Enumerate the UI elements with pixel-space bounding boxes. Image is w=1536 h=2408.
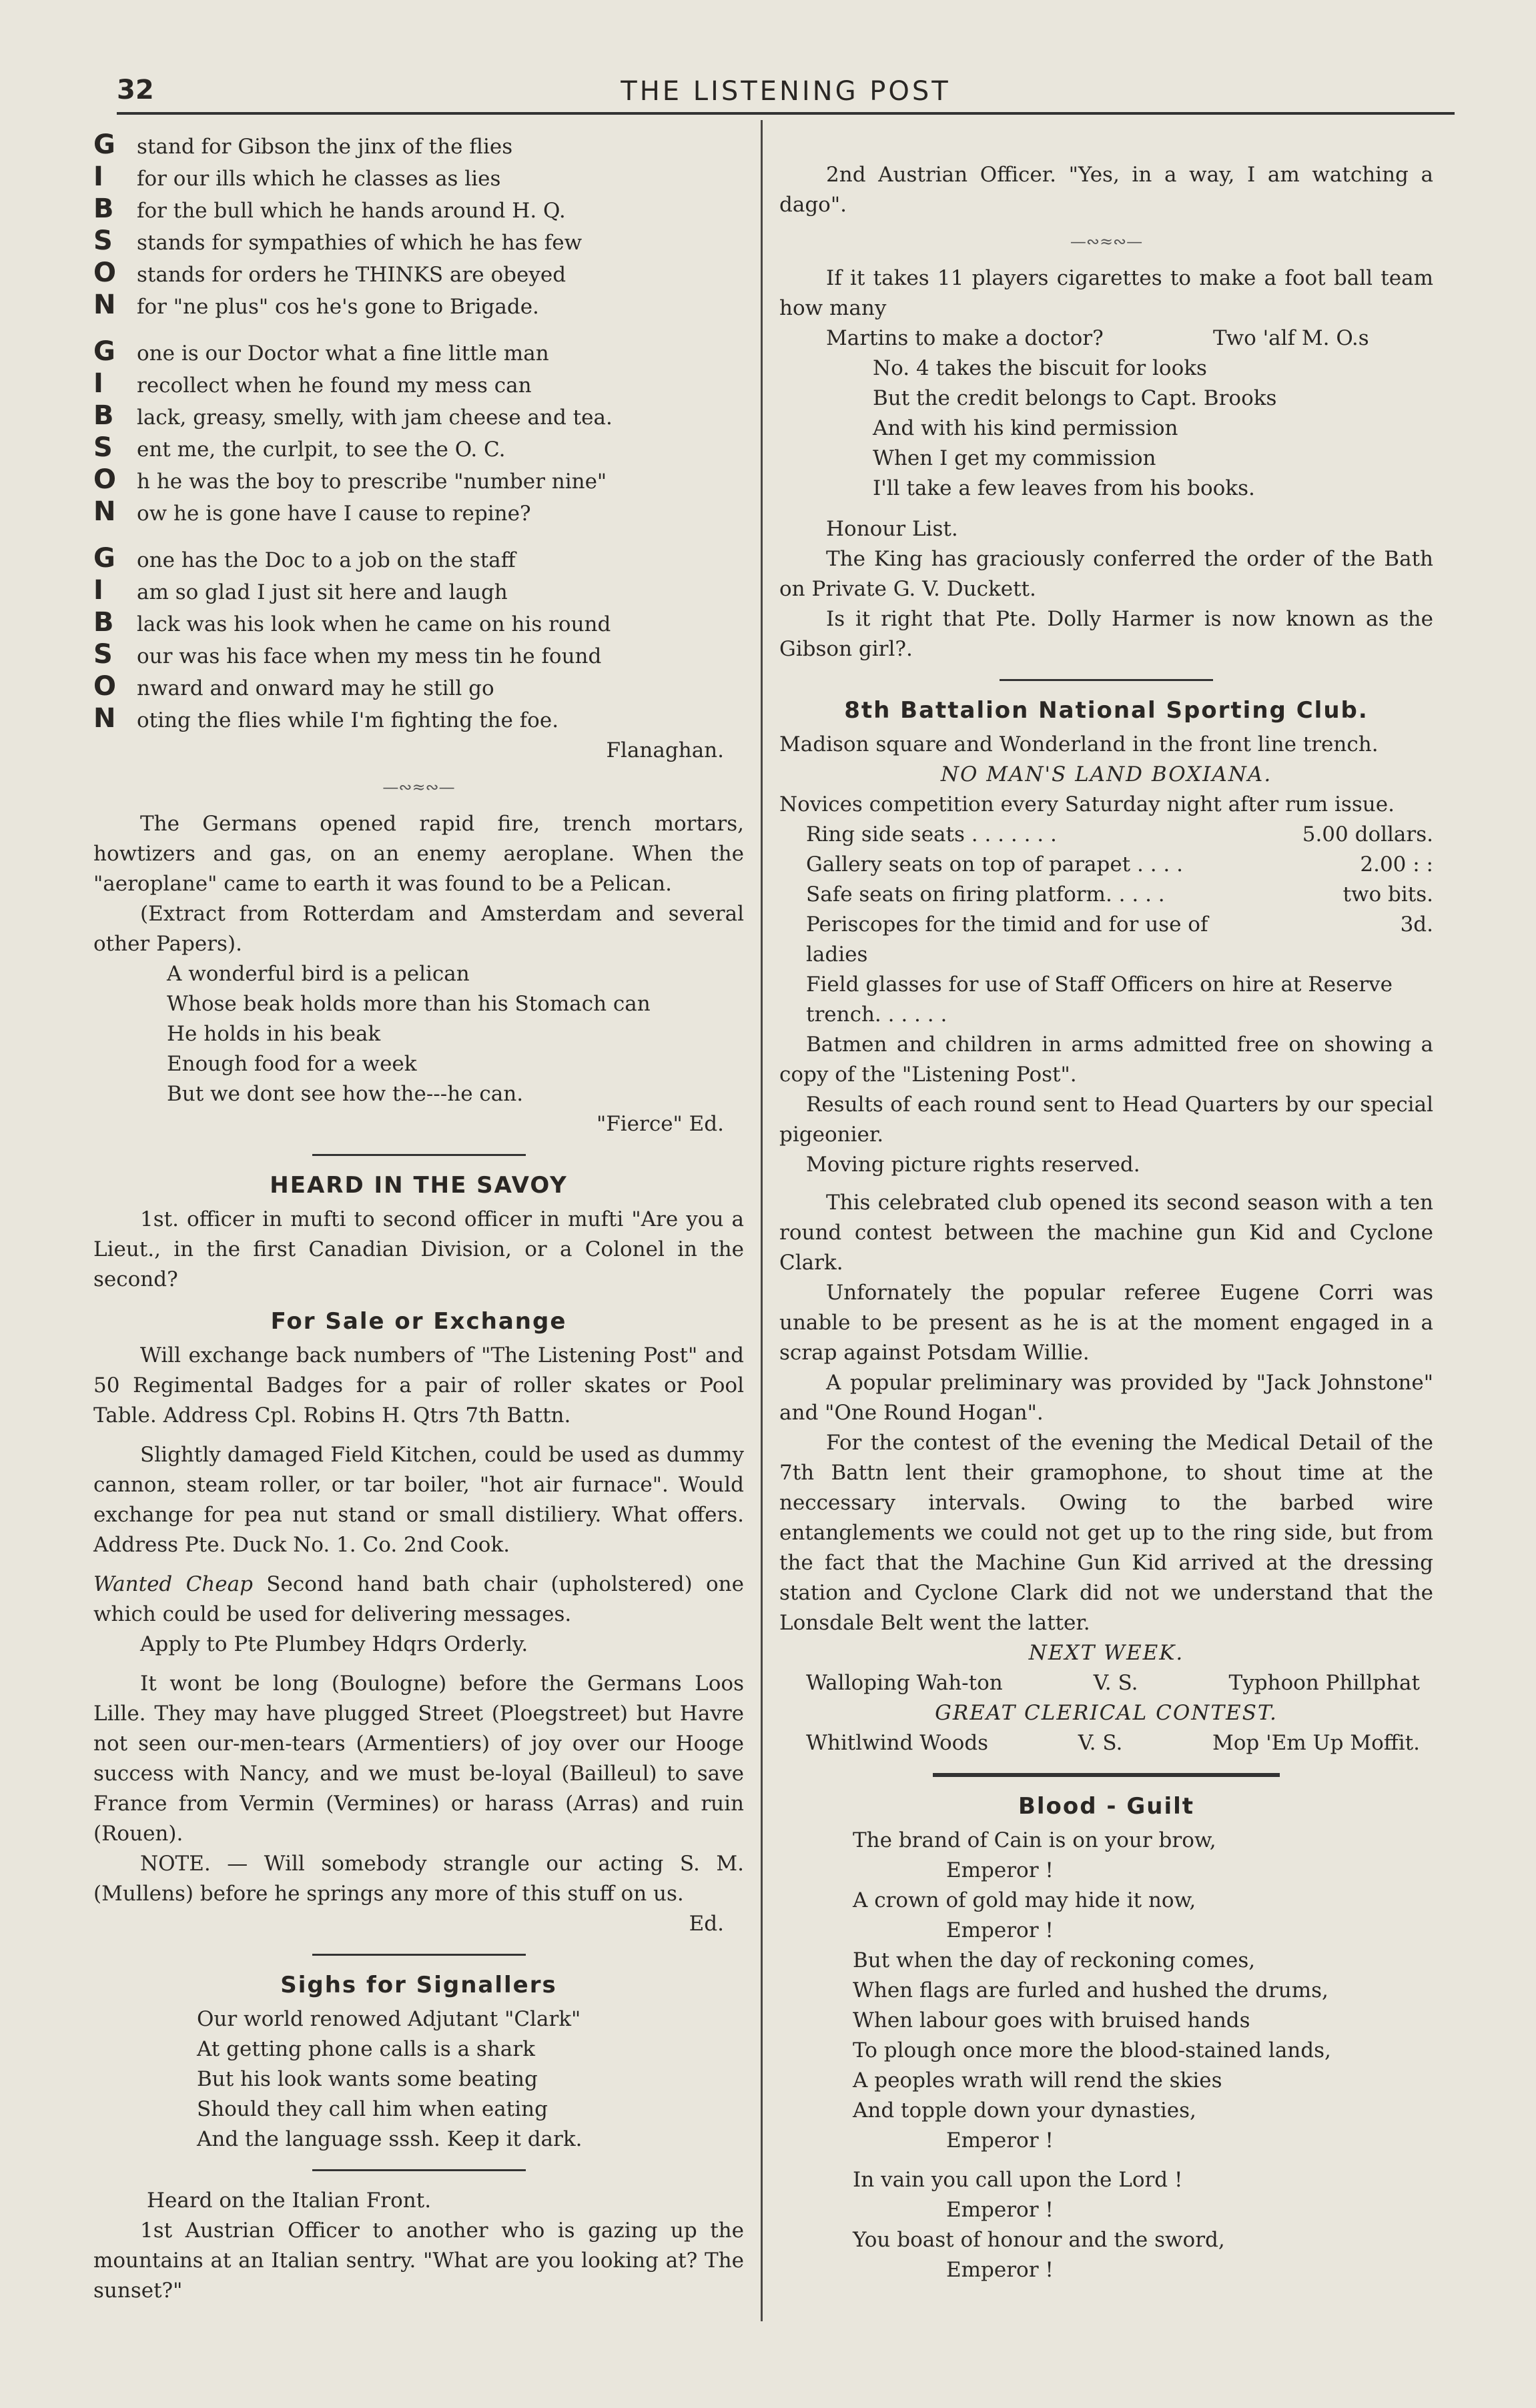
- price-row: [806, 820, 1433, 850]
- poem-line: Whose beak holds more than his Stomach can: [167, 992, 651, 1016]
- price-item: Safe seats on firing platform. . . . .: [806, 882, 1165, 907]
- poem-line: But when the day of reckoning comes,: [853, 1948, 1256, 1972]
- poem-line: Enough food for a week: [167, 1052, 417, 1076]
- acrostic-text: lack, greasy, smelly, with jam cheese and tea.: [137, 406, 613, 430]
- results-line: Results of each round sent to Head Quarters by our special pigeonier.: [779, 1093, 1433, 1147]
- price-row: [806, 880, 1433, 910]
- next-week-heading: NEXT WEEK.: [1028, 1641, 1184, 1665]
- clerical-contest-heading: GREAT CLERICAL CONTEST.: [935, 1701, 1278, 1725]
- acrostic-text: stand for Gibson the jinx of the flies: [137, 135, 513, 159]
- acrostic-initial: O: [93, 257, 117, 288]
- poem-refrain: Emperor !: [946, 1858, 1054, 1882]
- acrostic-initial: S: [93, 225, 113, 256]
- acrostic-line: [93, 258, 744, 290]
- acrostic-line: [93, 576, 744, 608]
- section-rule: [312, 2169, 526, 2171]
- section-rule: [1000, 679, 1213, 681]
- wanted-text: Second hand bath chair (upholstered) one which could be used for delivering messages.: [93, 1572, 744, 1626]
- acrostic-initial: O: [93, 671, 117, 702]
- right-column: [779, 130, 1433, 2285]
- acrostic-initial: B: [93, 400, 114, 431]
- section-rule: [312, 1954, 526, 1956]
- acrostic-initial: O: [93, 464, 117, 495]
- acrostic-initial: G: [93, 129, 115, 160]
- savoy-heading: HEARD IN THE SAVOY: [270, 1172, 568, 1199]
- ornament-divider: —∾≈∾—: [382, 778, 455, 796]
- no4-poem: [779, 354, 1433, 504]
- wanted-paragraph: [93, 1570, 744, 1630]
- acrostic-line: [93, 672, 744, 704]
- poem-line: He holds in his beak: [167, 1022, 381, 1046]
- poem-line: But the credit belongs to Capt. Brooks: [873, 386, 1277, 410]
- acrostic-text: h he was the boy to prescribe "number nine": [137, 470, 607, 494]
- poem-line: When I get my commission: [873, 446, 1156, 470]
- fighter-a: Whitlwind Woods: [806, 1731, 989, 1755]
- price-item: Ring side seats . . . . . . .: [806, 822, 1057, 846]
- acrostic-line: [93, 130, 744, 162]
- poem-line: In vain you call upon the Lord !: [853, 2168, 1183, 2192]
- sale-paragraph-2: Slightly damaged Field Kitchen, could be used as dummy cannon, steam roller, or tar boiler, "hot air furnace". Would exchange for pea nut stand or small distiliery. What offers. Address Pte. Duck No. 1. Co. 2nd Cook.: [93, 1443, 744, 1557]
- acrostic-text: oting the flies while I'm fighting the foe.: [137, 708, 559, 732]
- price-value: 5.00 dollars.: [1302, 822, 1433, 846]
- acrostic-text: stands for orders he THINKS are obeyed: [137, 263, 566, 287]
- acrostic-initial: B: [93, 607, 114, 638]
- acrostic-line: [93, 162, 744, 194]
- page-number: 32: [117, 75, 154, 105]
- poem-line: Our world renowed Adjutant "Clark": [197, 2007, 581, 2031]
- poem-line: When labour goes with bruised hands: [853, 2008, 1250, 2032]
- acrostic-line: [93, 704, 744, 736]
- martins-line: [779, 324, 1433, 354]
- ornament-divider: —∾≈∾—: [1070, 232, 1143, 251]
- gibson-acrostic-2: [93, 337, 744, 529]
- acrostic-initial: G: [93, 336, 115, 367]
- acrostic-line: [93, 497, 744, 529]
- acrostic-line: [93, 433, 744, 465]
- acrostic-text: one has the Doc to a job on the staff: [137, 548, 516, 572]
- poem-refrain: Emperor !: [946, 2198, 1054, 2222]
- price-item: Gallery seats on top of parapet . . . .: [806, 852, 1183, 876]
- referee-paragraph: Unfornately the popular referee Eugene Corri was unable to be present as he is at the moment engaged in a scrap against Potsdam Willie.: [779, 1281, 1433, 1365]
- acrostic-text: ent me, the curlpit, to see the O. C.: [137, 438, 506, 462]
- gibson-acrostic-3: [93, 544, 744, 736]
- acrostic-initial: N: [93, 289, 116, 320]
- acrostic-text: ow he is gone have I cause to repine?: [137, 502, 531, 526]
- price-value: two bits.: [1342, 882, 1433, 907]
- poem-line: And topple down your dynasties,: [853, 2098, 1196, 2123]
- poem-line: But his look wants some beating: [197, 2067, 538, 2091]
- batmen-line: Batmen and children in arms admitted free on showing a copy of the "Listening Post".: [779, 1033, 1433, 1087]
- blood-guilt-heading: Blood - Guilt: [1018, 1793, 1195, 1820]
- poem-line: When flags are furled and hushed the drums,: [853, 1978, 1328, 2002]
- acrostic-text: recollect when he found my mess can: [137, 374, 532, 398]
- wanted-lead: Wanted Cheap: [93, 1572, 253, 1596]
- italian-heading: Heard on the Italian Front.: [147, 2189, 432, 2213]
- poem-refrain: Emperor !: [946, 2129, 1054, 2153]
- poem-line: And the language sssh. Keep it dark.: [197, 2127, 583, 2151]
- poem-line: Should they call him when eating: [197, 2097, 548, 2121]
- honour-paragraph: The King has graciously conferred the order of the Bath on Private G. V. Duckett.: [779, 547, 1433, 601]
- poem-line: A crown of gold may hide it now,: [853, 1888, 1196, 1912]
- poem-line: To plough once more the blood-stained lands,: [853, 2038, 1331, 2062]
- italian-paragraph: 1st Austrian Officer to another who is gazing up the mountains at an Italian sentry. "What are you looking at? The sunset?": [93, 2219, 744, 2303]
- austrian-reply: 2nd Austrian Officer. "Yes, in a way, I am watching a dago".: [779, 163, 1433, 217]
- signature-ed: Ed.: [689, 1912, 724, 1936]
- acrostic-text: lack was his look when he came on his round: [137, 612, 611, 636]
- poem-refrain: Emperor !: [946, 1918, 1054, 1942]
- price-value: 3d.: [1400, 913, 1433, 937]
- price-value: 2.00 : :: [1360, 852, 1433, 876]
- price-item: Periscopes for the timid and for use of ladies: [806, 913, 1208, 967]
- sale-heading: For Sale or Exchange: [270, 1308, 567, 1335]
- sale-paragraph-1: Will exchange back numbers of "The Listening Post" and 50 Regimental Badges for a pair of roller skates or Pool Table. Address Cpl. Robins H. Qtrs 7th Battn.: [93, 1343, 744, 1427]
- signature-fierce: "Fierce" Ed.: [597, 1112, 724, 1136]
- signature-flanaghan: Flanaghan.: [606, 738, 724, 762]
- acrostic-line: [93, 608, 744, 640]
- signallers-heading: Sighs for Signallers: [280, 1972, 557, 1998]
- poem-refrain: Emperor !: [946, 2258, 1054, 2282]
- poem-line: You boast of honour and the sword,: [853, 2228, 1225, 2252]
- moving-line: Moving picture rights reserved.: [806, 1153, 1140, 1177]
- acrostic-initial: I: [93, 368, 103, 399]
- price-list: [779, 820, 1433, 1030]
- football-paragraph: If it takes 11 players cigarettes to make a foot ball team how many: [779, 266, 1433, 320]
- acrostic-text: am so glad I just sit here and laugh: [137, 580, 508, 604]
- dolly-paragraph: Is it right that Pte. Dolly Harmer is now known as the Gibson girl?.: [779, 607, 1433, 661]
- versus: V. S.: [1093, 1671, 1138, 1695]
- versus: V. S.: [1078, 1731, 1123, 1755]
- savoy-paragraph: 1st. officer in mufti to second officer in mufti "Are you a Lieut., in the first Canadian Division, or a Colonel in the second?: [93, 1207, 744, 1291]
- acrostic-text: for "ne plus" cos he's gone to Brigade.: [137, 295, 539, 319]
- acrostic-line: [93, 194, 744, 226]
- left-column: [93, 130, 744, 2306]
- section-rule: [312, 1154, 526, 1156]
- page-header: [117, 72, 1455, 115]
- novices-line: Novices competition every Saturday night after rum issue.: [779, 792, 1395, 816]
- acrostic-initial: I: [93, 575, 103, 606]
- honour-heading: Honour List.: [826, 517, 958, 541]
- acrostic-initial: B: [93, 193, 114, 224]
- blood-guilt-stanza-2: [779, 2165, 1433, 2285]
- poem-line: I'll take a few leaves from his books.: [873, 476, 1255, 500]
- column-divider: [761, 120, 763, 2321]
- acrostic-line: [93, 369, 744, 401]
- martins-question: Martins to make a doctor?: [826, 326, 1104, 350]
- acrostic-line: [93, 465, 744, 497]
- acrostic-text: nward and onward may he still go: [137, 676, 494, 700]
- poem-line: The brand of Cain is on your brow,: [853, 1828, 1216, 1852]
- extract-note: (Extract from Rotterdam and Amsterdam and several other Papers).: [93, 902, 744, 956]
- poem-line: A wonderful bird is a pelican: [167, 962, 470, 986]
- acrostic-line: [93, 226, 744, 258]
- fighter-a: Walloping Wah-ton: [806, 1671, 1003, 1695]
- acrostic-line: [93, 337, 744, 369]
- poem-line: But we dont see how the---he can.: [167, 1082, 524, 1106]
- acrostic-text: our was his face when my mess tin he found: [137, 644, 602, 668]
- bout-1: [779, 1668, 1433, 1698]
- bout-2: [779, 1728, 1433, 1758]
- acrostic-initial: N: [93, 703, 116, 734]
- acrostic-initial: S: [93, 639, 113, 670]
- acrostic-line: [93, 290, 744, 322]
- poem-line: No. 4 takes the biscuit for looks: [873, 356, 1207, 380]
- poem-line: And with his kind permission: [873, 416, 1178, 440]
- preliminary-paragraph: A popular preliminary was provided by "Jack Johnstone" and "One Round Hogan".: [779, 1371, 1433, 1425]
- pelican-poem: [93, 959, 744, 1109]
- acrostic-line: [93, 640, 744, 672]
- club-subtitle: Madison square and Wonderland in the front line trench.: [779, 732, 1379, 756]
- germans-paragraph: The Germans opened rapid fire, trench mortars, howtizers and gas, on an enemy aeroplane. When the "aeroplane" came to earth it was found to be a Pelican.: [93, 812, 744, 896]
- running-title: THE LISTENING POST: [621, 76, 951, 107]
- gibson-acrostic-1: [93, 130, 744, 322]
- section-rule-thick: [933, 1773, 1280, 1777]
- note-paragraph: NOTE. — Will somebody strangle our acting S. M. (Mullens) before he springs any more of this stuff on us.: [93, 1852, 744, 1906]
- poem-line: A peoples wrath will rend the skies: [853, 2068, 1222, 2092]
- acrostic-line: [93, 401, 744, 433]
- signallers-poem: [93, 2004, 744, 2155]
- martins-answer: Two 'alf M. O.s: [1213, 326, 1369, 350]
- fighter-b: Typhoon Phillphat: [1228, 1671, 1420, 1695]
- glasses-line: Field glasses for use of Staff Officers on hire at Reserve trench. . . . . .: [806, 973, 1393, 1027]
- poem-line: At getting phone calls is a shark: [197, 2037, 535, 2061]
- acrostic-text: stands for sympathies of which he has few: [137, 231, 583, 255]
- contest-paragraph: For the contest of the evening the Medical Detail of the 7th Battn lent their gramophone, to shout time at the neccessary intervals. Owing to the barbed wire entanglements we could not get up to the ring side, but from the fact that the Machine Gun Kid arrived at the dressing station and Cyclone Clark did not we understand that the Lonsdale Belt went the latter.: [779, 1431, 1433, 1635]
- acrostic-text: for our ills which he classes as lies: [137, 167, 501, 191]
- acrostic-line: [93, 544, 744, 576]
- apply-line: Apply to Pte Plumbey Hdqrs Orderly.: [140, 1632, 528, 1656]
- club-heading: 8th Battalion National Sporting Club.: [844, 697, 1369, 724]
- acrostic-initial: G: [93, 543, 115, 574]
- blood-guilt-stanza-1: [779, 1826, 1433, 2156]
- acrostic-initial: I: [93, 161, 103, 192]
- price-row: [806, 850, 1433, 880]
- acrostic-initial: S: [93, 432, 113, 463]
- acrostic-text: one is our Doctor what a fine little man: [137, 342, 549, 366]
- price-row: [806, 910, 1433, 970]
- acrostic-initial: N: [93, 496, 116, 527]
- boxiana-title: NO MAN'S LAND BOXIANA.: [940, 762, 1272, 786]
- boulogne-paragraph: It wont be long (Boulogne) before the Germans Loos Lille. They may have plugged Street (Ploegstreet) but Havre not seen our-men-tears (Armentiers) of joy over our Hooge success with Nancy, and we must be-loyal (Bailleul) to save France from Vermin (Vermines) or harass (Arras) and ruin (Rouen).: [93, 1672, 744, 1846]
- acrostic-text: for the bull which he hands around H. Q.: [137, 199, 566, 223]
- celebrated-paragraph: This celebrated club opened its second season with a ten round contest between the machine gun Kid and Cyclone Clark.: [779, 1191, 1433, 1275]
- fighter-b: Mop 'Em Up Moffit.: [1212, 1731, 1420, 1755]
